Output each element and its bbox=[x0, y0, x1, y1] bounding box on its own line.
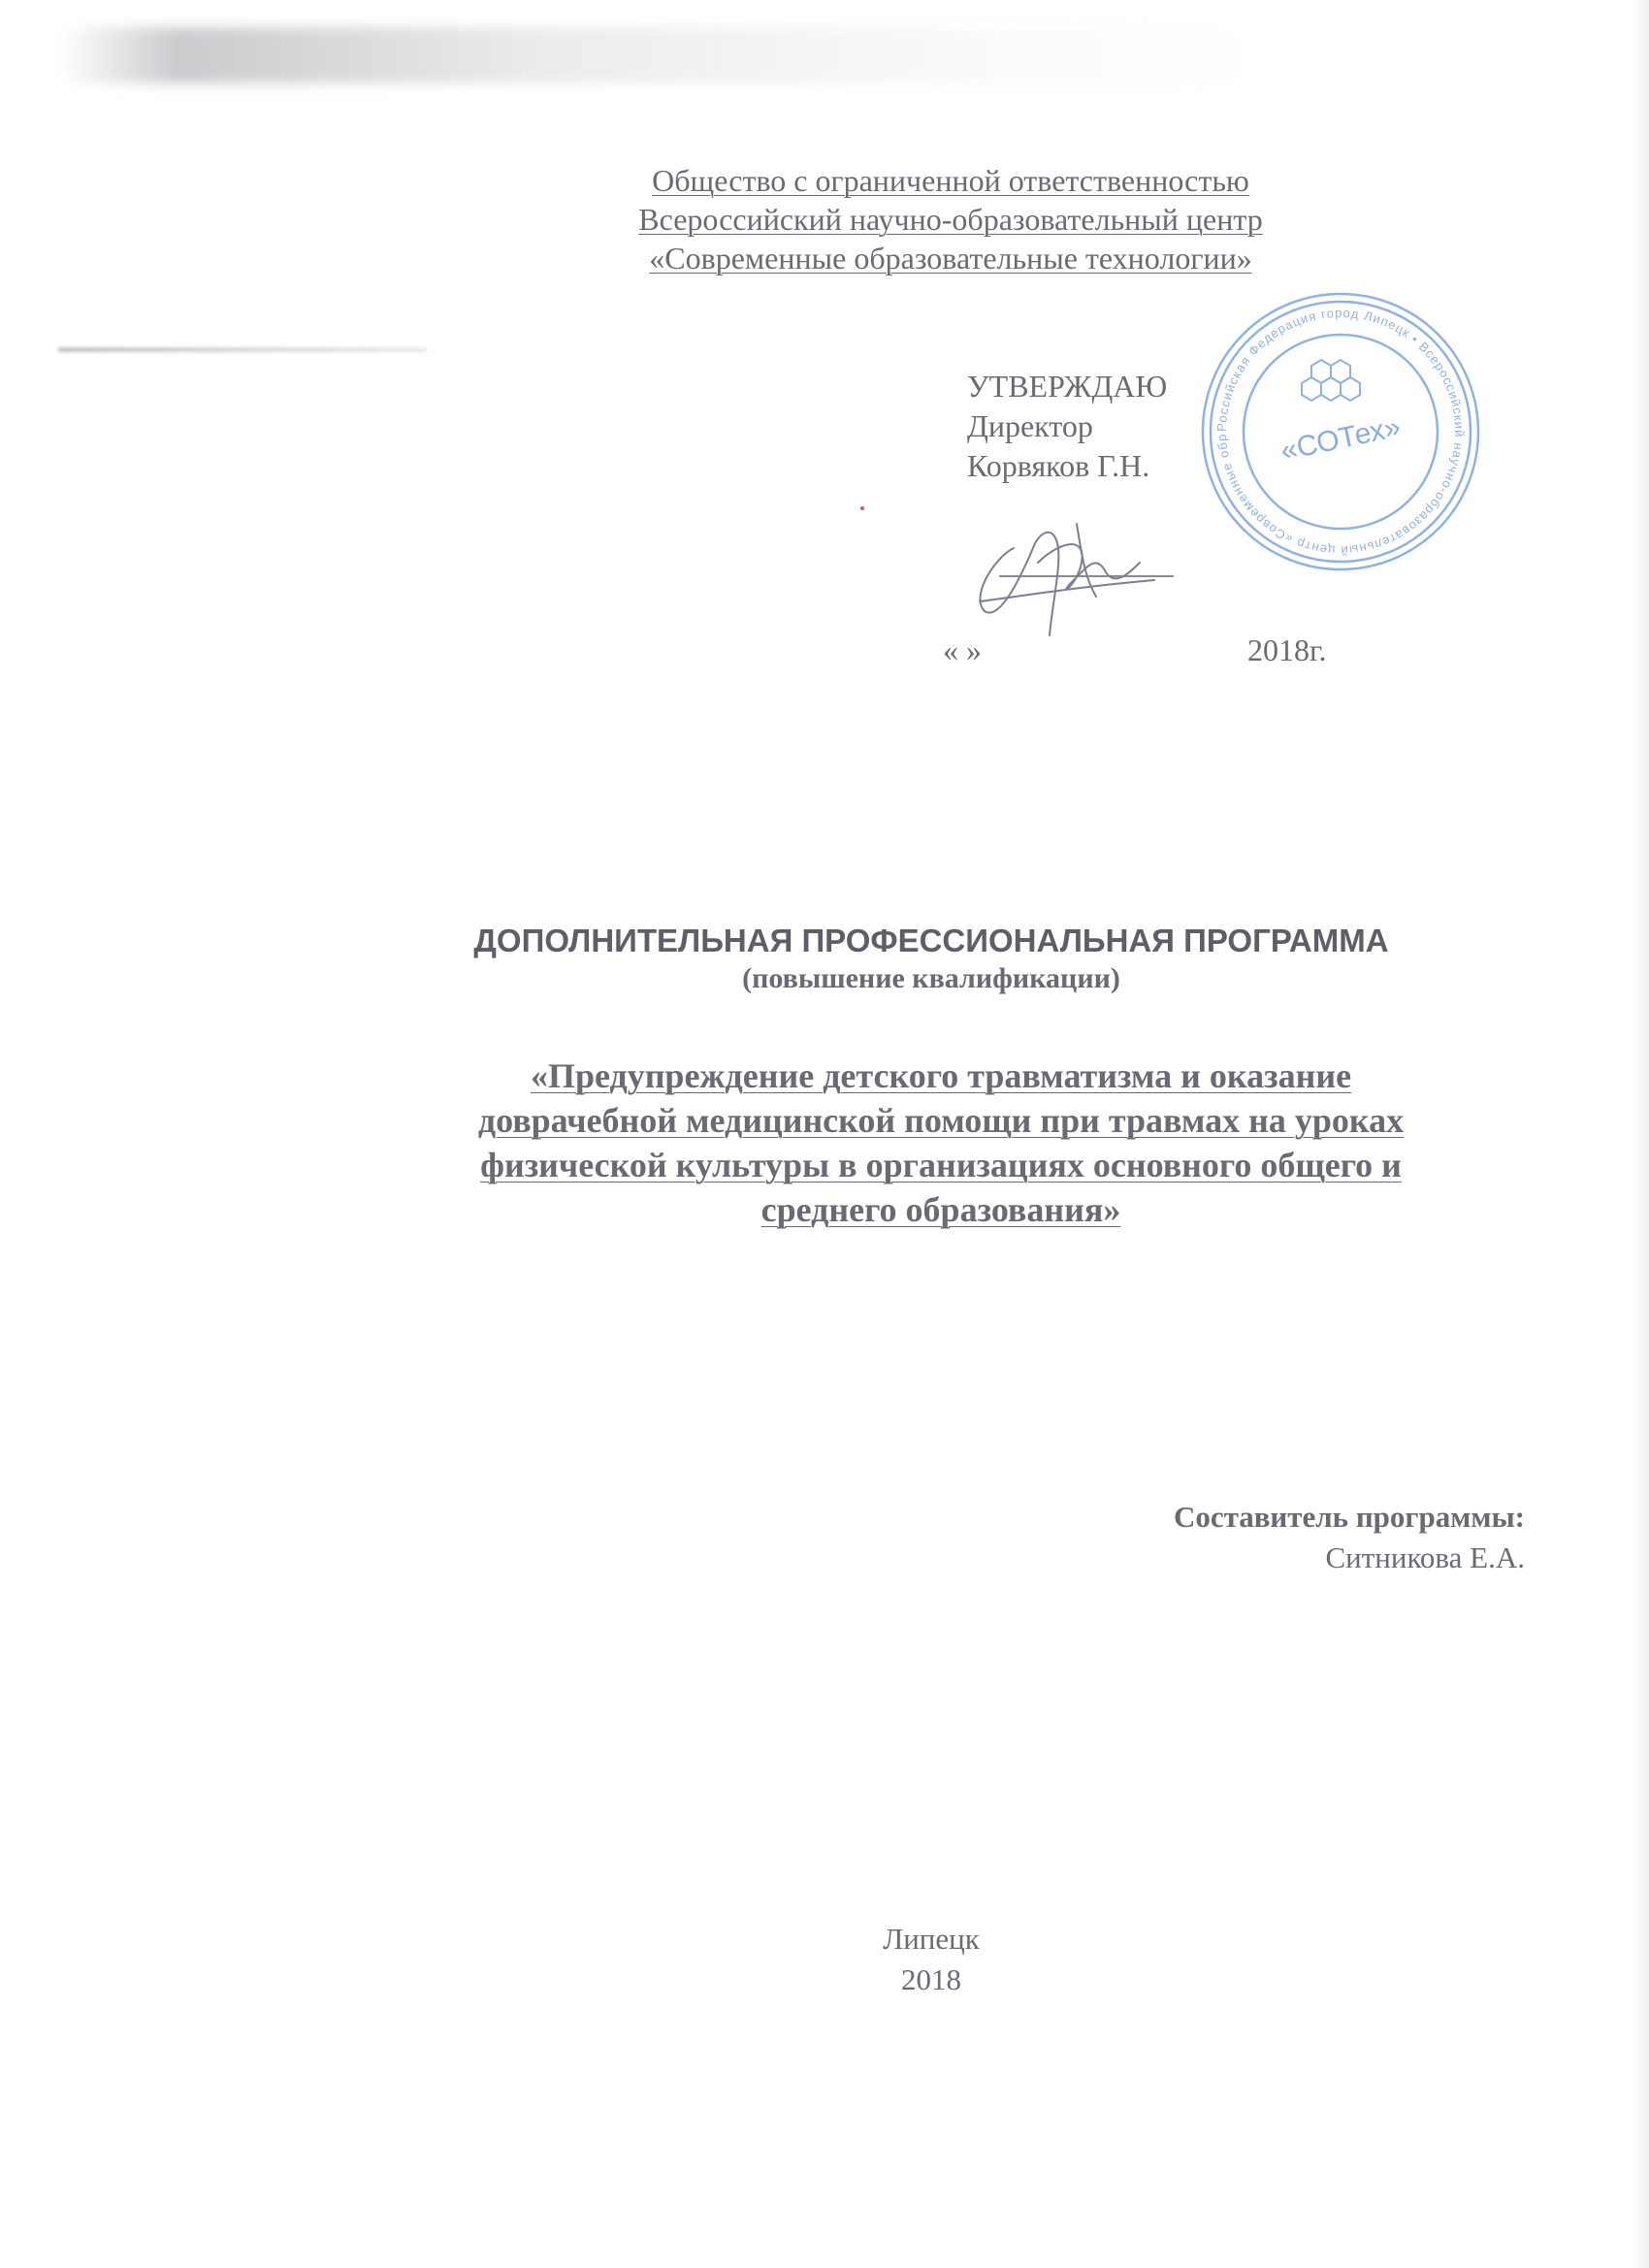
organization-line-3: «Современные образовательные технологии» bbox=[649, 241, 1252, 275]
stray-mark bbox=[860, 506, 864, 510]
scan-streak-left bbox=[58, 347, 427, 352]
stamp-center-text: «СОТех» bbox=[1277, 410, 1404, 468]
scan-shadow-right bbox=[1632, 0, 1649, 2268]
author-name: Ситникова Е.А. bbox=[1325, 1540, 1525, 1574]
signature bbox=[960, 504, 1193, 650]
organization-header bbox=[456, 161, 1445, 277]
program-name-line-3: физической культуры в организациях основного общего и bbox=[480, 1146, 1402, 1184]
author-label: Составитель программы: bbox=[1173, 1500, 1525, 1534]
approval-heading: УТВЕРЖДАЮ bbox=[967, 369, 1168, 404]
program-name-line-4: среднего образования» bbox=[760, 1190, 1121, 1229]
program-name-line-1: «Предупреждение детского травматизма и оказание bbox=[530, 1056, 1352, 1095]
approval-name: Корвяков Г.Н. bbox=[967, 448, 1150, 483]
approval-block bbox=[967, 367, 1167, 486]
footer-city: Липецк bbox=[883, 1922, 980, 1956]
program-name bbox=[378, 1053, 1504, 1232]
approval-date-year: 2018г. bbox=[1247, 632, 1327, 667]
organization-stamp bbox=[1195, 283, 1486, 580]
scan-streak-top bbox=[58, 27, 1261, 83]
organization-line-1: Общество с ограниченной ответственностью bbox=[652, 163, 1249, 198]
organization-line-2: Всероссийский научно-образовательный центр bbox=[638, 202, 1263, 237]
program-subtitle: (повышение квалификации) bbox=[742, 962, 1120, 994]
approval-position: Директор bbox=[967, 408, 1093, 443]
program-name-line-2: доврачебной медицинской помощи при травмах на уроках bbox=[477, 1101, 1405, 1140]
approval-date-quotes: « » bbox=[943, 632, 982, 667]
stamp-ring-text: Российская Федерация город Липецк • Всероссийский научно-образовательный центр «Современные обр bbox=[1213, 305, 1468, 559]
footer-year: 2018 bbox=[901, 1962, 961, 1996]
stamp-hexagon-icon bbox=[1302, 360, 1360, 401]
program-title: ДОПОЛНИТЕЛЬНАЯ ПРОФЕССИОНАЛЬНАЯ ПРОГРАММА bbox=[473, 923, 1389, 958]
footer bbox=[660, 1919, 1203, 2000]
